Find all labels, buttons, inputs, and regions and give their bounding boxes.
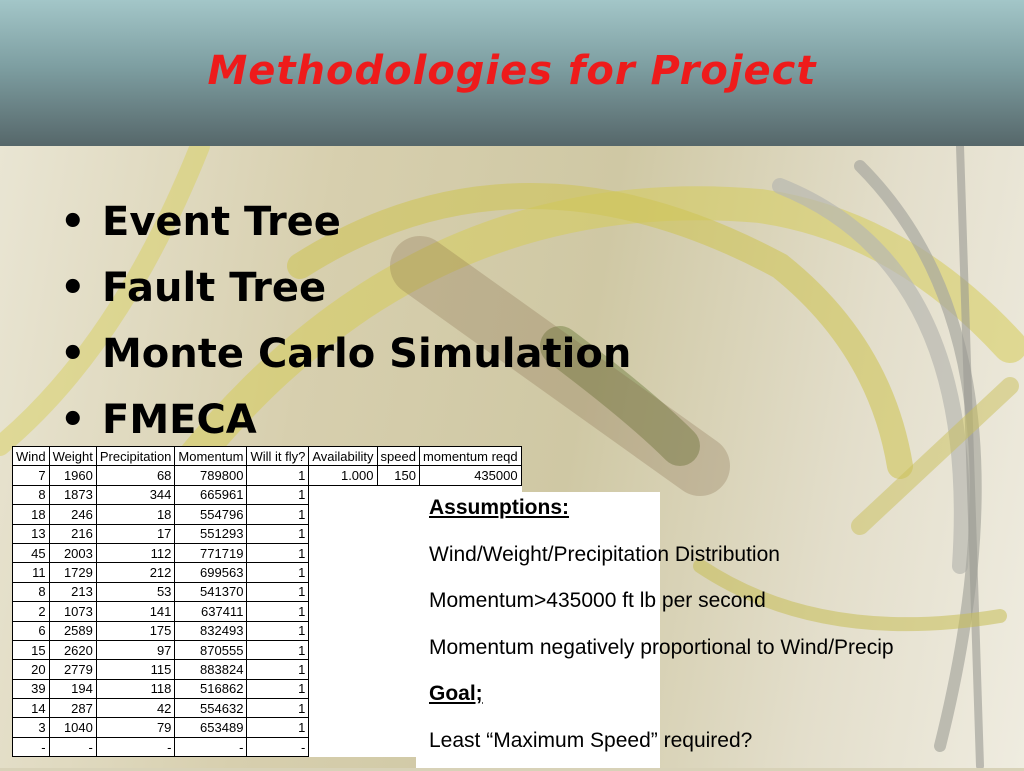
- table-cell: 17: [96, 524, 175, 543]
- assumptions-heading: Assumptions:: [429, 492, 1019, 539]
- table-cell: 1: [247, 699, 309, 718]
- bullet-label: Monte Carlo Simulation: [102, 331, 631, 377]
- table-cell: 1873: [49, 485, 96, 504]
- column-header: Will it fly?: [247, 447, 309, 466]
- table-cell: 246: [49, 505, 96, 524]
- column-header: Precipitation: [96, 447, 175, 466]
- table-cell: 112: [96, 543, 175, 562]
- table-cell: 344: [96, 485, 175, 504]
- table-cell: 2: [13, 602, 50, 621]
- column-header: Availability: [309, 447, 377, 466]
- table-cell: 216: [49, 524, 96, 543]
- table-cell: 435000: [419, 466, 521, 485]
- bullet-label: Event Tree: [102, 199, 341, 245]
- table-cell: 45: [13, 543, 50, 562]
- table-cell: 771719: [175, 543, 247, 562]
- column-header: speed: [377, 447, 419, 466]
- table-cell: 1040: [49, 718, 96, 737]
- bullet-label: FMECA: [102, 397, 257, 443]
- table-cell: 551293: [175, 524, 247, 543]
- table-cell: 1: [247, 582, 309, 601]
- table-header-row: [13, 447, 522, 466]
- methodology-list: [60, 192, 631, 456]
- table-cell: 97: [96, 640, 175, 659]
- table-cell: 39: [13, 679, 50, 698]
- table-cell: 1: [247, 660, 309, 679]
- table-cell: 1729: [49, 563, 96, 582]
- bullet-dot: •: [60, 258, 102, 318]
- column-header: Momentum: [175, 447, 247, 466]
- table-cell: 8: [13, 485, 50, 504]
- table-cell: 6: [13, 621, 50, 640]
- column-header: momentum reqd: [419, 447, 521, 466]
- column-header: Weight: [49, 447, 96, 466]
- notes-text: [429, 492, 1019, 771]
- table-cell: 832493: [175, 621, 247, 640]
- table-cell: 1: [247, 563, 309, 582]
- table-cell: 3: [13, 718, 50, 737]
- assumption-proportional: Momentum negatively proportional to Wind/Precip: [429, 632, 1019, 679]
- table-cell: 2620: [49, 640, 96, 659]
- table-cell: 1.000: [309, 466, 377, 485]
- table-cell: 870555: [175, 640, 247, 659]
- table-cell: 1: [247, 602, 309, 621]
- table-cell: 194: [49, 679, 96, 698]
- table-cell: 653489: [175, 718, 247, 737]
- table-cell: -: [49, 737, 96, 756]
- bullet-dot: •: [60, 192, 102, 252]
- table-row: [13, 466, 522, 485]
- table-cell: -: [175, 737, 247, 756]
- table-cell: 42: [96, 699, 175, 718]
- table-cell: 115: [96, 660, 175, 679]
- table-cell: 541370: [175, 582, 247, 601]
- table-cell: 789800: [175, 466, 247, 485]
- table-cell: 20: [13, 660, 50, 679]
- assumption-momentum: Momentum>435000 ft lb per second: [429, 585, 1019, 632]
- table-cell: 2003: [49, 543, 96, 562]
- bullet-monte-carlo: [60, 324, 631, 390]
- table-cell: 18: [96, 505, 175, 524]
- table-cell: 15: [13, 640, 50, 659]
- table-cell: 11: [13, 563, 50, 582]
- assumption-distribution: Wind/Weight/Precipitation Distribution: [429, 539, 1019, 586]
- table-cell: 516862: [175, 679, 247, 698]
- table-cell: 18: [13, 505, 50, 524]
- table-cell: 53: [96, 582, 175, 601]
- table-cell: 141: [96, 602, 175, 621]
- bullet-event-tree: [60, 192, 631, 258]
- table-cell: -: [13, 737, 50, 756]
- table-cell: 213: [49, 582, 96, 601]
- slide-title: Methodologies for Project: [0, 48, 1024, 94]
- table-cell: 1: [247, 640, 309, 659]
- table-cell: 1: [247, 679, 309, 698]
- table-cell: 212: [96, 563, 175, 582]
- table-cell: -: [247, 737, 309, 756]
- goal-text: Least “Maximum Speed” required?: [429, 725, 1019, 771]
- table-cell: 1: [247, 505, 309, 524]
- table-cell: 14: [13, 699, 50, 718]
- table-cell: 13: [13, 524, 50, 543]
- table-cell: 1: [247, 543, 309, 562]
- table-cell: 1073: [49, 602, 96, 621]
- table-cell: 1960: [49, 466, 96, 485]
- table-cell: 68: [96, 466, 175, 485]
- table-cell: 2779: [49, 660, 96, 679]
- table-cell: -: [96, 737, 175, 756]
- table-cell: 1: [247, 485, 309, 504]
- table-cell: 1: [247, 466, 309, 485]
- table-cell: 7: [13, 466, 50, 485]
- table-cell: 1: [247, 621, 309, 640]
- table-cell: 554796: [175, 505, 247, 524]
- table-cell: 637411: [175, 602, 247, 621]
- table-cell: 8: [13, 582, 50, 601]
- table-cell: 1: [247, 718, 309, 737]
- table-cell: 150: [377, 466, 419, 485]
- table-cell: 883824: [175, 660, 247, 679]
- bullet-fault-tree: [60, 258, 631, 324]
- table-cell: 175: [96, 621, 175, 640]
- bullet-dot: •: [60, 324, 102, 384]
- table-cell: 665961: [175, 485, 247, 504]
- title-band: [0, 0, 1024, 146]
- table-cell: 699563: [175, 563, 247, 582]
- table-cell: 118: [96, 679, 175, 698]
- table-cell: 79: [96, 718, 175, 737]
- table-cell: 1: [247, 524, 309, 543]
- table-cell: 554632: [175, 699, 247, 718]
- bullet-dot: •: [60, 390, 102, 450]
- bullet-label: Fault Tree: [102, 265, 326, 311]
- table-cell: 287: [49, 699, 96, 718]
- goal-heading: Goal;: [429, 678, 1019, 725]
- table-cell: 2589: [49, 621, 96, 640]
- column-header: Wind: [13, 447, 50, 466]
